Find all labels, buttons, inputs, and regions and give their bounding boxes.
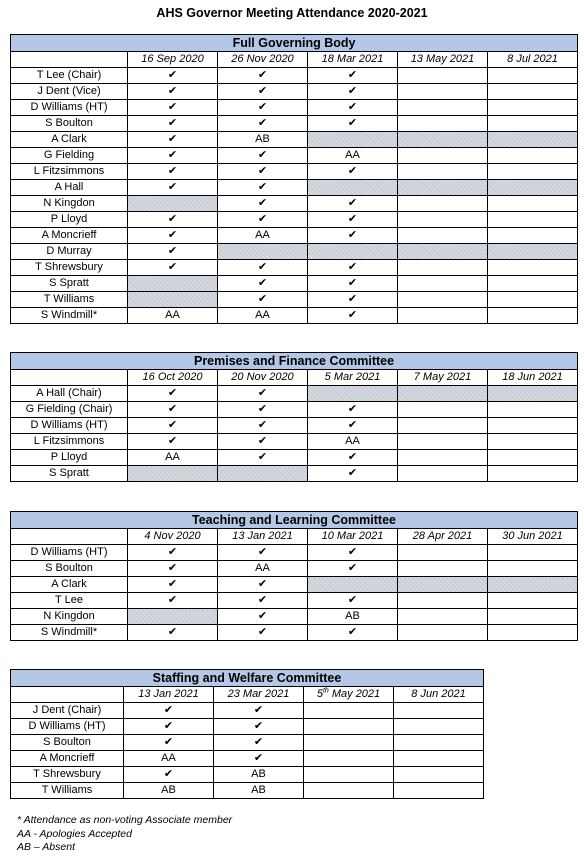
table-row — [11, 767, 484, 783]
not-applicable-cell — [398, 132, 488, 148]
attended-check-icon: ✔ — [128, 593, 218, 609]
table-row — [11, 132, 578, 148]
attended-check-icon: ✔ — [124, 767, 214, 783]
attendance-cell — [488, 164, 578, 180]
attended-check-icon: ✔ — [128, 434, 218, 450]
attended-check-icon: ✔ — [308, 593, 398, 609]
attendance-cell — [304, 751, 394, 767]
attendance-cell — [398, 418, 488, 434]
member-name: S Boulton — [11, 735, 124, 751]
attended-check-icon: ✔ — [218, 386, 308, 402]
attended-check-icon: ✔ — [128, 116, 218, 132]
meeting-date-header: 4 Nov 2020 — [128, 529, 218, 545]
attendance-cell — [488, 228, 578, 244]
meeting-date-header: 28 Apr 2021 — [398, 529, 488, 545]
table-row — [11, 719, 484, 735]
attendance-cell — [398, 196, 488, 212]
attendance-cell — [394, 703, 484, 719]
attended-check-icon: ✔ — [218, 609, 308, 625]
attended-check-icon: ✔ — [214, 719, 304, 735]
attendance-cell — [398, 68, 488, 84]
member-name: G Fielding — [11, 148, 128, 164]
attended-check-icon: ✔ — [128, 402, 218, 418]
table-row — [11, 783, 484, 799]
attended-check-icon: ✔ — [308, 164, 398, 180]
attendance-table-staffing-welfare — [10, 669, 484, 799]
not-applicable-cell — [128, 196, 218, 212]
attendance-cell — [304, 719, 394, 735]
not-applicable-cell — [488, 386, 578, 402]
member-name: D Williams (HT) — [11, 545, 128, 561]
not-applicable-cell — [128, 609, 218, 625]
table-row — [11, 228, 578, 244]
member-name: T Lee — [11, 593, 128, 609]
attended-check-icon: ✔ — [308, 100, 398, 116]
meeting-date-header: 8 Jul 2021 — [488, 52, 578, 68]
attendance-cell — [488, 260, 578, 276]
not-applicable-cell — [128, 292, 218, 308]
attendance-table-teaching-learning — [10, 511, 578, 641]
attendance-cell: AB — [308, 609, 398, 625]
attended-check-icon: ✔ — [308, 308, 398, 324]
not-applicable-cell — [398, 244, 488, 260]
attendance-cell — [304, 767, 394, 783]
attendance-cell — [394, 783, 484, 799]
table-row — [11, 180, 578, 196]
attended-check-icon: ✔ — [308, 228, 398, 244]
attended-check-icon: ✔ — [128, 228, 218, 244]
member-name: D Williams (HT) — [11, 719, 124, 735]
member-name: N Kingdon — [11, 609, 128, 625]
attendance-cell — [488, 276, 578, 292]
attendance-cell — [304, 735, 394, 751]
attended-check-icon: ✔ — [218, 148, 308, 164]
member-name: T Williams — [11, 292, 128, 308]
attended-check-icon: ✔ — [308, 561, 398, 577]
attendance-cell — [398, 308, 488, 324]
not-applicable-cell — [488, 132, 578, 148]
attended-check-icon: ✔ — [218, 196, 308, 212]
attended-check-icon: ✔ — [218, 100, 308, 116]
table-row — [11, 196, 578, 212]
attendance-cell — [398, 545, 488, 561]
attended-check-icon: ✔ — [308, 84, 398, 100]
table-row — [11, 308, 578, 324]
attended-check-icon: ✔ — [214, 703, 304, 719]
attendance-cell — [488, 418, 578, 434]
meeting-date-header: 13 May 2021 — [398, 52, 488, 68]
member-name: A Hall (Chair) — [11, 386, 128, 402]
attendance-cell — [398, 260, 488, 276]
attendance-cell: AB — [214, 783, 304, 799]
member-name: L Fitzsimmons — [11, 164, 128, 180]
attended-check-icon: ✔ — [308, 68, 398, 84]
member-name: S Spratt — [11, 466, 128, 482]
not-applicable-cell — [398, 180, 488, 196]
member-name: T Shrewsbury — [11, 260, 128, 276]
footnote-apologies: AA - Apologies Accepted — [17, 827, 132, 840]
table-row — [11, 212, 578, 228]
attendance-cell: AA — [128, 308, 218, 324]
table-row — [11, 68, 578, 84]
table-row — [11, 418, 578, 434]
attended-check-icon: ✔ — [218, 292, 308, 308]
table-row — [11, 561, 578, 577]
attendance-cell — [398, 609, 488, 625]
meeting-date-header: 7 May 2021 — [398, 370, 488, 386]
attendance-cell — [488, 625, 578, 641]
meeting-date-header: 8 Jun 2021 — [394, 687, 484, 703]
table-row — [11, 84, 578, 100]
member-name: P Lloyd — [11, 212, 128, 228]
not-applicable-cell — [398, 386, 488, 402]
attendance-cell — [488, 212, 578, 228]
attended-check-icon: ✔ — [218, 625, 308, 641]
meeting-date-header: 5 Mar 2021 — [308, 370, 398, 386]
attendance-cell: AA — [124, 751, 214, 767]
not-applicable-cell — [308, 132, 398, 148]
not-applicable-cell — [218, 466, 308, 482]
attended-check-icon: ✔ — [308, 116, 398, 132]
member-name: S Windmill* — [11, 308, 128, 324]
attended-check-icon: ✔ — [124, 719, 214, 735]
attended-check-icon: ✔ — [218, 116, 308, 132]
table-row — [11, 386, 578, 402]
attendance-cell: AA — [218, 308, 308, 324]
attended-check-icon: ✔ — [218, 260, 308, 276]
attendance-cell — [398, 148, 488, 164]
meeting-date-header: 30 Jun 2021 — [488, 529, 578, 545]
member-name: T Williams — [11, 783, 124, 799]
table-row — [11, 276, 578, 292]
not-applicable-cell — [308, 577, 398, 593]
attended-check-icon: ✔ — [308, 212, 398, 228]
attendance-table-premises-finance — [10, 352, 578, 482]
attended-check-icon: ✔ — [308, 545, 398, 561]
attendance-cell — [394, 735, 484, 751]
table-row — [11, 292, 578, 308]
not-applicable-cell — [488, 577, 578, 593]
attendance-cell — [398, 450, 488, 466]
attended-check-icon: ✔ — [128, 84, 218, 100]
attendance-cell — [394, 751, 484, 767]
attended-check-icon: ✔ — [218, 84, 308, 100]
member-name: J Dent (Chair) — [11, 703, 124, 719]
meeting-date-header: 5th May 2021 — [304, 687, 394, 703]
attended-check-icon: ✔ — [308, 276, 398, 292]
attended-check-icon: ✔ — [214, 735, 304, 751]
table-row — [11, 164, 578, 180]
attended-check-icon: ✔ — [128, 418, 218, 434]
attended-check-icon: ✔ — [218, 434, 308, 450]
table-row — [11, 593, 578, 609]
member-name: T Lee (Chair) — [11, 68, 128, 84]
header-blank-cell — [11, 687, 124, 703]
attendance-cell — [488, 308, 578, 324]
attendance-cell — [488, 609, 578, 625]
table-row — [11, 625, 578, 641]
meeting-date-header: 26 Nov 2020 — [218, 52, 308, 68]
attendance-cell — [398, 212, 488, 228]
attended-check-icon: ✔ — [308, 260, 398, 276]
attendance-cell — [488, 148, 578, 164]
meeting-date-header: 10 Mar 2021 — [308, 529, 398, 545]
attended-check-icon: ✔ — [218, 418, 308, 434]
member-name: S Boulton — [11, 561, 128, 577]
table-row — [11, 545, 578, 561]
member-name: P Lloyd — [11, 450, 128, 466]
attendance-cell: AB — [218, 132, 308, 148]
committee-title: Staffing and Welfare Committee — [11, 670, 484, 687]
table-row — [11, 466, 578, 482]
attendance-cell — [488, 593, 578, 609]
member-name: G Fielding (Chair) — [11, 402, 128, 418]
meeting-date-header: 18 Jun 2021 — [488, 370, 578, 386]
attendance-cell — [398, 164, 488, 180]
attended-check-icon: ✔ — [218, 68, 308, 84]
not-applicable-cell — [488, 244, 578, 260]
header-blank-cell — [11, 529, 128, 545]
attendance-cell — [488, 196, 578, 212]
member-name: A Hall — [11, 180, 128, 196]
member-name: J Dent (Vice) — [11, 84, 128, 100]
attended-check-icon: ✔ — [128, 180, 218, 196]
attendance-cell: AA — [128, 450, 218, 466]
attended-check-icon: ✔ — [128, 260, 218, 276]
attendance-cell — [398, 402, 488, 418]
table-row — [11, 148, 578, 164]
not-applicable-cell — [308, 180, 398, 196]
member-name: A Clark — [11, 132, 128, 148]
table-row — [11, 450, 578, 466]
attended-check-icon: ✔ — [308, 402, 398, 418]
meeting-date-header: 13 Jan 2021 — [218, 529, 308, 545]
attendance-cell — [398, 228, 488, 244]
attendance-cell — [394, 767, 484, 783]
attended-check-icon: ✔ — [128, 561, 218, 577]
table-row — [11, 100, 578, 116]
attended-check-icon: ✔ — [218, 164, 308, 180]
attendance-cell — [398, 466, 488, 482]
attendance-cell — [488, 292, 578, 308]
attendance-cell — [398, 593, 488, 609]
committee-title: Full Governing Body — [11, 35, 578, 52]
attendance-cell: AA — [308, 148, 398, 164]
attendance-cell — [394, 719, 484, 735]
attended-check-icon: ✔ — [128, 68, 218, 84]
table-row — [11, 260, 578, 276]
attended-check-icon: ✔ — [218, 450, 308, 466]
attendance-cell — [398, 561, 488, 577]
attendance-cell: AB — [214, 767, 304, 783]
attendance-cell — [488, 545, 578, 561]
attended-check-icon: ✔ — [218, 180, 308, 196]
table-row — [11, 116, 578, 132]
attendance-cell — [398, 434, 488, 450]
member-name: T Shrewsbury — [11, 767, 124, 783]
attendance-cell: AB — [124, 783, 214, 799]
meeting-date-header: 16 Sep 2020 — [128, 52, 218, 68]
attendance-cell — [398, 625, 488, 641]
attendance-cell: AA — [308, 434, 398, 450]
attended-check-icon: ✔ — [308, 418, 398, 434]
attendance-cell — [398, 84, 488, 100]
footnote-absent: AB – Absent — [17, 841, 75, 853]
table-row — [11, 577, 578, 593]
meeting-date-header: 23 Mar 2021 — [214, 687, 304, 703]
member-name: A Clark — [11, 577, 128, 593]
attended-check-icon: ✔ — [218, 402, 308, 418]
attendance-cell — [398, 292, 488, 308]
member-name: S Spratt — [11, 276, 128, 292]
meeting-date-header: 20 Nov 2020 — [218, 370, 308, 386]
member-name: D Williams (HT) — [11, 100, 128, 116]
attended-check-icon: ✔ — [128, 148, 218, 164]
attended-check-icon: ✔ — [218, 577, 308, 593]
attendance-cell — [488, 100, 578, 116]
member-name: A Moncrieff — [11, 751, 124, 767]
table-row — [11, 735, 484, 751]
committee-title: Teaching and Learning Committee — [11, 512, 578, 529]
not-applicable-cell — [488, 180, 578, 196]
attendance-cell — [488, 68, 578, 84]
attended-check-icon: ✔ — [218, 212, 308, 228]
not-applicable-cell — [308, 386, 398, 402]
attended-check-icon: ✔ — [128, 625, 218, 641]
attendance-table-full-governing-body — [10, 34, 578, 324]
attendance-cell — [488, 402, 578, 418]
document-title: AHS Governor Meeting Attendance 2020-2021 — [156, 6, 428, 20]
committee-title: Premises and Finance Committee — [11, 353, 578, 370]
attendance-cell — [398, 116, 488, 132]
attended-check-icon: ✔ — [128, 545, 218, 561]
attendance-cell — [488, 84, 578, 100]
not-applicable-cell — [128, 466, 218, 482]
member-name: D Murray — [11, 244, 128, 260]
attendance-cell — [488, 434, 578, 450]
attended-check-icon: ✔ — [308, 196, 398, 212]
attended-check-icon: ✔ — [128, 164, 218, 180]
table-row — [11, 402, 578, 418]
attended-check-icon: ✔ — [128, 132, 218, 148]
table-row — [11, 703, 484, 719]
attendance-cell — [488, 450, 578, 466]
table-row — [11, 244, 578, 260]
footnote-associate: * Attendance as non-voting Associate member — [17, 814, 233, 826]
attended-check-icon: ✔ — [124, 703, 214, 719]
attendance-cell: AA — [218, 228, 308, 244]
attended-check-icon: ✔ — [308, 466, 398, 482]
attended-check-icon: ✔ — [218, 276, 308, 292]
header-blank-cell — [11, 52, 128, 68]
member-name: L Fitzsimmons — [11, 434, 128, 450]
attended-check-icon: ✔ — [308, 292, 398, 308]
attendance-cell — [488, 561, 578, 577]
not-applicable-cell — [398, 577, 488, 593]
member-name: S Windmill* — [11, 625, 128, 641]
attended-check-icon: ✔ — [308, 450, 398, 466]
attended-check-icon: ✔ — [128, 212, 218, 228]
not-applicable-cell — [308, 244, 398, 260]
member-name: N Kingdon — [11, 196, 128, 212]
member-name: S Boulton — [11, 116, 128, 132]
attended-check-icon: ✔ — [128, 244, 218, 260]
not-applicable-cell — [128, 276, 218, 292]
attendance-cell: AA — [218, 561, 308, 577]
attendance-cell — [304, 703, 394, 719]
meeting-date-header: 13 Jan 2021 — [124, 687, 214, 703]
table-row — [11, 434, 578, 450]
attendance-cell — [488, 116, 578, 132]
attended-check-icon: ✔ — [214, 751, 304, 767]
member-name: A Moncrieff — [11, 228, 128, 244]
not-applicable-cell — [218, 244, 308, 260]
meeting-date-header: 18 Mar 2021 — [308, 52, 398, 68]
attended-check-icon: ✔ — [308, 625, 398, 641]
footnotes — [17, 814, 232, 855]
attendance-cell — [398, 276, 488, 292]
attended-check-icon: ✔ — [218, 545, 308, 561]
attendance-cell — [398, 100, 488, 116]
table-row — [11, 609, 578, 625]
attended-check-icon: ✔ — [124, 735, 214, 751]
attended-check-icon: ✔ — [128, 577, 218, 593]
attendance-cell — [304, 783, 394, 799]
table-row — [11, 751, 484, 767]
attendance-cell — [488, 466, 578, 482]
attended-check-icon: ✔ — [128, 100, 218, 116]
header-blank-cell — [11, 370, 128, 386]
member-name: D Williams (HT) — [11, 418, 128, 434]
attended-check-icon: ✔ — [128, 386, 218, 402]
attended-check-icon: ✔ — [218, 593, 308, 609]
meeting-date-header: 16 Oct 2020 — [128, 370, 218, 386]
